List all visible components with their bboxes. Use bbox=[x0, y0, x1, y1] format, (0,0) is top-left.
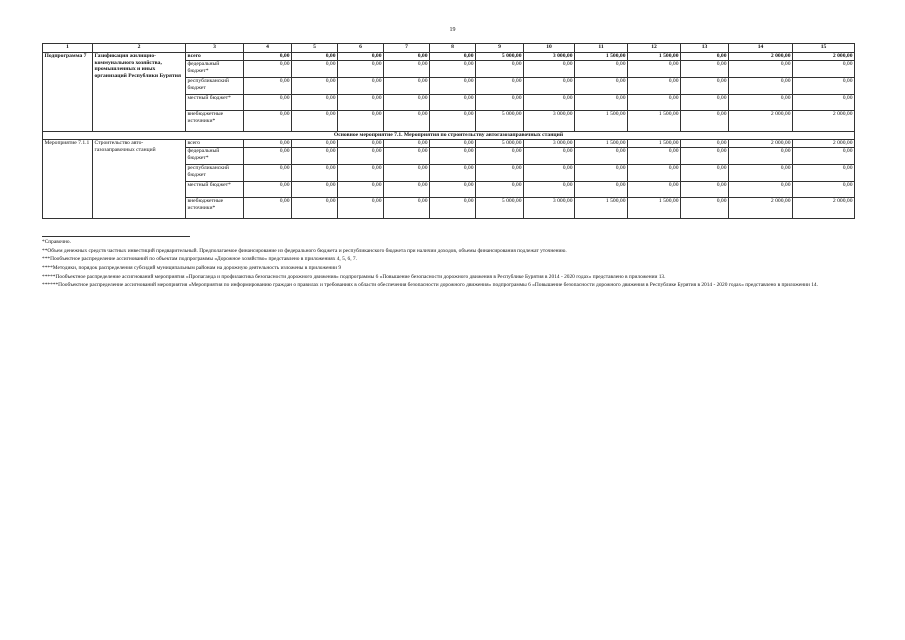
amount-cell: 5 000,00 bbox=[476, 140, 524, 148]
amount-cell: 0,00 bbox=[524, 182, 575, 198]
amount-cell: 0,00 bbox=[244, 111, 292, 132]
amount-cell: 0,00 bbox=[430, 165, 476, 182]
amount-cell: 0,00 bbox=[476, 78, 524, 95]
amount-cell: 0,00 bbox=[476, 182, 524, 198]
amount-cell: 0,00 bbox=[793, 182, 855, 198]
amount-cell: 0,00 bbox=[292, 53, 338, 61]
amount-cell: 0,00 bbox=[430, 78, 476, 95]
amount-cell: 2 000,00 bbox=[729, 53, 793, 61]
amount-cell: 0,00 bbox=[729, 182, 793, 198]
amount-cell: 1 500,00 bbox=[575, 111, 628, 132]
header-cell: 3 bbox=[186, 44, 244, 53]
amount-cell: 0,00 bbox=[628, 182, 681, 198]
amount-cell: 0,00 bbox=[524, 148, 575, 165]
program-code-cell: Подпрограмма 7 bbox=[43, 53, 93, 132]
header-cell: 9 bbox=[476, 44, 524, 53]
amount-cell: 0,00 bbox=[384, 148, 430, 165]
amount-cell: 0,00 bbox=[384, 61, 430, 78]
amount-cell: 0,00 bbox=[681, 61, 729, 78]
program-name-cell: Строительство авто-газозаправочных станций bbox=[93, 140, 186, 219]
amount-cell: 3 000,00 bbox=[524, 198, 575, 219]
amount-cell: 0,00 bbox=[476, 148, 524, 165]
section-title: Основное мероприятие 7.1. Мероприятия по строительству автогазозаправочных станций bbox=[43, 132, 855, 140]
amount-cell: 0,00 bbox=[524, 78, 575, 95]
funding-source-cell: всего bbox=[186, 140, 244, 148]
amount-cell: 0,00 bbox=[430, 95, 476, 111]
amount-cell: 2 000,00 bbox=[729, 140, 793, 148]
amount-cell: 0,00 bbox=[338, 111, 384, 132]
table-row bbox=[43, 53, 855, 61]
amount-cell: 1 500,00 bbox=[628, 198, 681, 219]
amount-cell: 3 000,00 bbox=[524, 53, 575, 61]
amount-cell: 1 500,00 bbox=[628, 111, 681, 132]
footnote: ****Методики, порядок распределения субсидий муниципальным районам на дорожную деятельность изложены в приложении 9 bbox=[42, 264, 342, 271]
amount-cell: 0,00 bbox=[681, 53, 729, 61]
amount-cell: 0,00 bbox=[681, 165, 729, 182]
amount-cell: 0,00 bbox=[292, 198, 338, 219]
funding-source-cell: местный бюджет* bbox=[186, 182, 244, 198]
amount-cell: 0,00 bbox=[244, 165, 292, 182]
amount-cell: 0,00 bbox=[430, 148, 476, 165]
amount-cell: 3 000,00 bbox=[524, 111, 575, 132]
page-number: 19 bbox=[449, 27, 456, 33]
amount-cell: 5 000,00 bbox=[476, 111, 524, 132]
header-cell: 5 bbox=[292, 44, 338, 53]
header-cell: 6 bbox=[338, 44, 384, 53]
header-cell: 12 bbox=[628, 44, 681, 53]
header-cell: 4 bbox=[244, 44, 292, 53]
amount-cell: 2 000,00 bbox=[729, 198, 793, 219]
amount-cell: 0,00 bbox=[292, 61, 338, 78]
amount-cell: 1 500,00 bbox=[628, 53, 681, 61]
amount-cell: 0,00 bbox=[575, 61, 628, 78]
table-body bbox=[43, 53, 855, 219]
footnote: *Справочно. bbox=[42, 239, 71, 245]
funding-source-cell: всего bbox=[186, 53, 244, 61]
footnotes bbox=[42, 239, 854, 291]
amount-cell: 0,00 bbox=[384, 78, 430, 95]
amount-cell: 2 000,00 bbox=[793, 53, 855, 61]
header-cell: 11 bbox=[575, 44, 628, 53]
amount-cell: 0,00 bbox=[793, 95, 855, 111]
amount-cell: 0,00 bbox=[384, 53, 430, 61]
amount-cell: 0,00 bbox=[430, 53, 476, 61]
amount-cell: 0,00 bbox=[628, 61, 681, 78]
budget-table bbox=[42, 43, 855, 219]
amount-cell: 0,00 bbox=[430, 198, 476, 219]
amount-cell: 0,00 bbox=[338, 182, 384, 198]
amount-cell: 2 000,00 bbox=[793, 111, 855, 132]
amount-cell: 0,00 bbox=[793, 61, 855, 78]
amount-cell: 0,00 bbox=[244, 95, 292, 111]
amount-cell: 0,00 bbox=[476, 165, 524, 182]
amount-cell: 0,00 bbox=[524, 95, 575, 111]
amount-cell: 0,00 bbox=[524, 61, 575, 78]
amount-cell: 0,00 bbox=[729, 148, 793, 165]
funding-source-cell: федеральный бюджет* bbox=[186, 61, 244, 78]
header-cell: 2 bbox=[93, 44, 186, 53]
amount-cell: 0,00 bbox=[793, 78, 855, 95]
program-code-cell: Мероприятие 7.1.1 bbox=[43, 140, 93, 219]
amount-cell: 0,00 bbox=[628, 165, 681, 182]
amount-cell: 0,00 bbox=[628, 148, 681, 165]
funding-source-cell: внебюджетные источники* bbox=[186, 111, 244, 132]
amount-cell: 0,00 bbox=[244, 182, 292, 198]
amount-cell: 1 500,00 bbox=[575, 140, 628, 148]
amount-cell: 0,00 bbox=[292, 165, 338, 182]
amount-cell: 0,00 bbox=[384, 165, 430, 182]
amount-cell: 0,00 bbox=[628, 95, 681, 111]
amount-cell: 0,00 bbox=[384, 140, 430, 148]
amount-cell: 0,00 bbox=[729, 165, 793, 182]
amount-cell: 0,00 bbox=[244, 53, 292, 61]
amount-cell: 0,00 bbox=[384, 95, 430, 111]
amount-cell: 0,00 bbox=[244, 78, 292, 95]
header-cell: 15 bbox=[793, 44, 855, 53]
amount-cell: 0,00 bbox=[575, 182, 628, 198]
amount-cell: 0,00 bbox=[338, 53, 384, 61]
header-cell: 7 bbox=[384, 44, 430, 53]
amount-cell: 0,00 bbox=[292, 95, 338, 111]
amount-cell: 0,00 bbox=[338, 140, 384, 148]
amount-cell: 0,00 bbox=[681, 182, 729, 198]
amount-cell: 2 000,00 bbox=[793, 140, 855, 148]
amount-cell: 0,00 bbox=[575, 78, 628, 95]
amount-cell: 0,00 bbox=[244, 140, 292, 148]
amount-cell: 0,00 bbox=[292, 182, 338, 198]
amount-cell: 0,00 bbox=[628, 78, 681, 95]
amount-cell: 0,00 bbox=[430, 61, 476, 78]
amount-cell: 0,00 bbox=[681, 198, 729, 219]
amount-cell: 0,00 bbox=[244, 198, 292, 219]
amount-cell: 0,00 bbox=[430, 182, 476, 198]
amount-cell: 0,00 bbox=[384, 111, 430, 132]
amount-cell: 0,00 bbox=[681, 140, 729, 148]
amount-cell: 0,00 bbox=[575, 165, 628, 182]
header-cell: 10 bbox=[524, 44, 575, 53]
amount-cell: 0,00 bbox=[476, 61, 524, 78]
amount-cell: 0,00 bbox=[292, 148, 338, 165]
footnote: **Объем денежных средств частных инвестиций предварительный. Предполагаемое финансирование из федерального бюджета и республиканского бюджета при наличии доходов, объемы финансирования подлежат уточнению. bbox=[42, 247, 567, 254]
amount-cell: 0,00 bbox=[681, 111, 729, 132]
funding-source-cell: республиканский бюджет bbox=[186, 78, 244, 95]
table-row bbox=[43, 140, 855, 148]
amount-cell: 0,00 bbox=[681, 148, 729, 165]
amount-cell: 5 000,00 bbox=[476, 53, 524, 61]
amount-cell: 0,00 bbox=[575, 95, 628, 111]
amount-cell: 0,00 bbox=[292, 78, 338, 95]
header-cell: 8 bbox=[430, 44, 476, 53]
amount-cell: 5 000,00 bbox=[476, 198, 524, 219]
header-cell: 14 bbox=[729, 44, 793, 53]
amount-cell: 0,00 bbox=[729, 95, 793, 111]
header-cell: 1 bbox=[43, 44, 93, 53]
funding-source-cell: внебюджетные источники* bbox=[186, 198, 244, 219]
amount-cell: 2 000,00 bbox=[729, 111, 793, 132]
amount-cell: 0,00 bbox=[292, 140, 338, 148]
amount-cell: 0,00 bbox=[729, 61, 793, 78]
footnote-divider bbox=[42, 236, 190, 237]
amount-cell: 0,00 bbox=[338, 95, 384, 111]
amount-cell: 0,00 bbox=[681, 78, 729, 95]
amount-cell: 0,00 bbox=[244, 61, 292, 78]
amount-cell: 0,00 bbox=[793, 148, 855, 165]
amount-cell: 3 000,00 bbox=[524, 140, 575, 148]
amount-cell: 1 500,00 bbox=[575, 198, 628, 219]
amount-cell: 0,00 bbox=[338, 78, 384, 95]
amount-cell: 0,00 bbox=[793, 165, 855, 182]
amount-cell: 0,00 bbox=[338, 165, 384, 182]
amount-cell: 2 000,00 bbox=[793, 198, 855, 219]
amount-cell: 0,00 bbox=[575, 148, 628, 165]
funding-source-cell: республиканский бюджет bbox=[186, 165, 244, 182]
amount-cell: 0,00 bbox=[244, 148, 292, 165]
amount-cell: 0,00 bbox=[430, 140, 476, 148]
amount-cell: 0,00 bbox=[338, 198, 384, 219]
funding-source-cell: местный бюджет* bbox=[186, 95, 244, 111]
amount-cell: 0,00 bbox=[338, 148, 384, 165]
funding-source-cell: федеральный бюджет* bbox=[186, 148, 244, 165]
section-row bbox=[43, 132, 855, 140]
amount-cell: 0,00 bbox=[430, 111, 476, 132]
amount-cell: 0,00 bbox=[681, 95, 729, 111]
amount-cell: 0,00 bbox=[292, 111, 338, 132]
amount-cell: 0,00 bbox=[729, 78, 793, 95]
amount-cell: 0,00 bbox=[384, 198, 430, 219]
amount-cell: 1 500,00 bbox=[628, 140, 681, 148]
footnote: ***Пообъектное распределение ассигнований по объектам подпрограммы «Дорожное хозяйство» представлено в приложениях 4, 5, 6, 7. bbox=[42, 256, 357, 263]
amount-cell: 0,00 bbox=[524, 165, 575, 182]
amount-cell: 0,00 bbox=[384, 182, 430, 198]
amount-cell: 1 500,00 bbox=[575, 53, 628, 61]
footnote: *****Пообъектное распределение ассигнований мероприятия «Пропаганда и профилактика безопасности дорожного движения» подпрограммы 6 «Повышение безопасности дорожного движения в Республике Бурятия в 2014 - 2020 годах» представлено в приложении 13. bbox=[42, 273, 666, 280]
amount-cell: 0,00 bbox=[338, 61, 384, 78]
program-name-cell: Газификация жилищно-коммунального хозяйства, промышленных и иных организаций Республики Бурятия bbox=[93, 53, 186, 132]
amount-cell: 0,00 bbox=[476, 95, 524, 111]
header-cell: 13 bbox=[681, 44, 729, 53]
header-row bbox=[43, 44, 855, 53]
footnote: ******Пообъектное распределение ассигнований мероприятия «Мероприятия по информированию граждан о правилах и требованиях в области обеспечения безопасности дорожного движения» подпрограммы 6 «Повышение безопасности дорожного движения в Республике Бурятия в 2014 - 2020 годах» представлено в приложении 14. bbox=[42, 282, 818, 289]
